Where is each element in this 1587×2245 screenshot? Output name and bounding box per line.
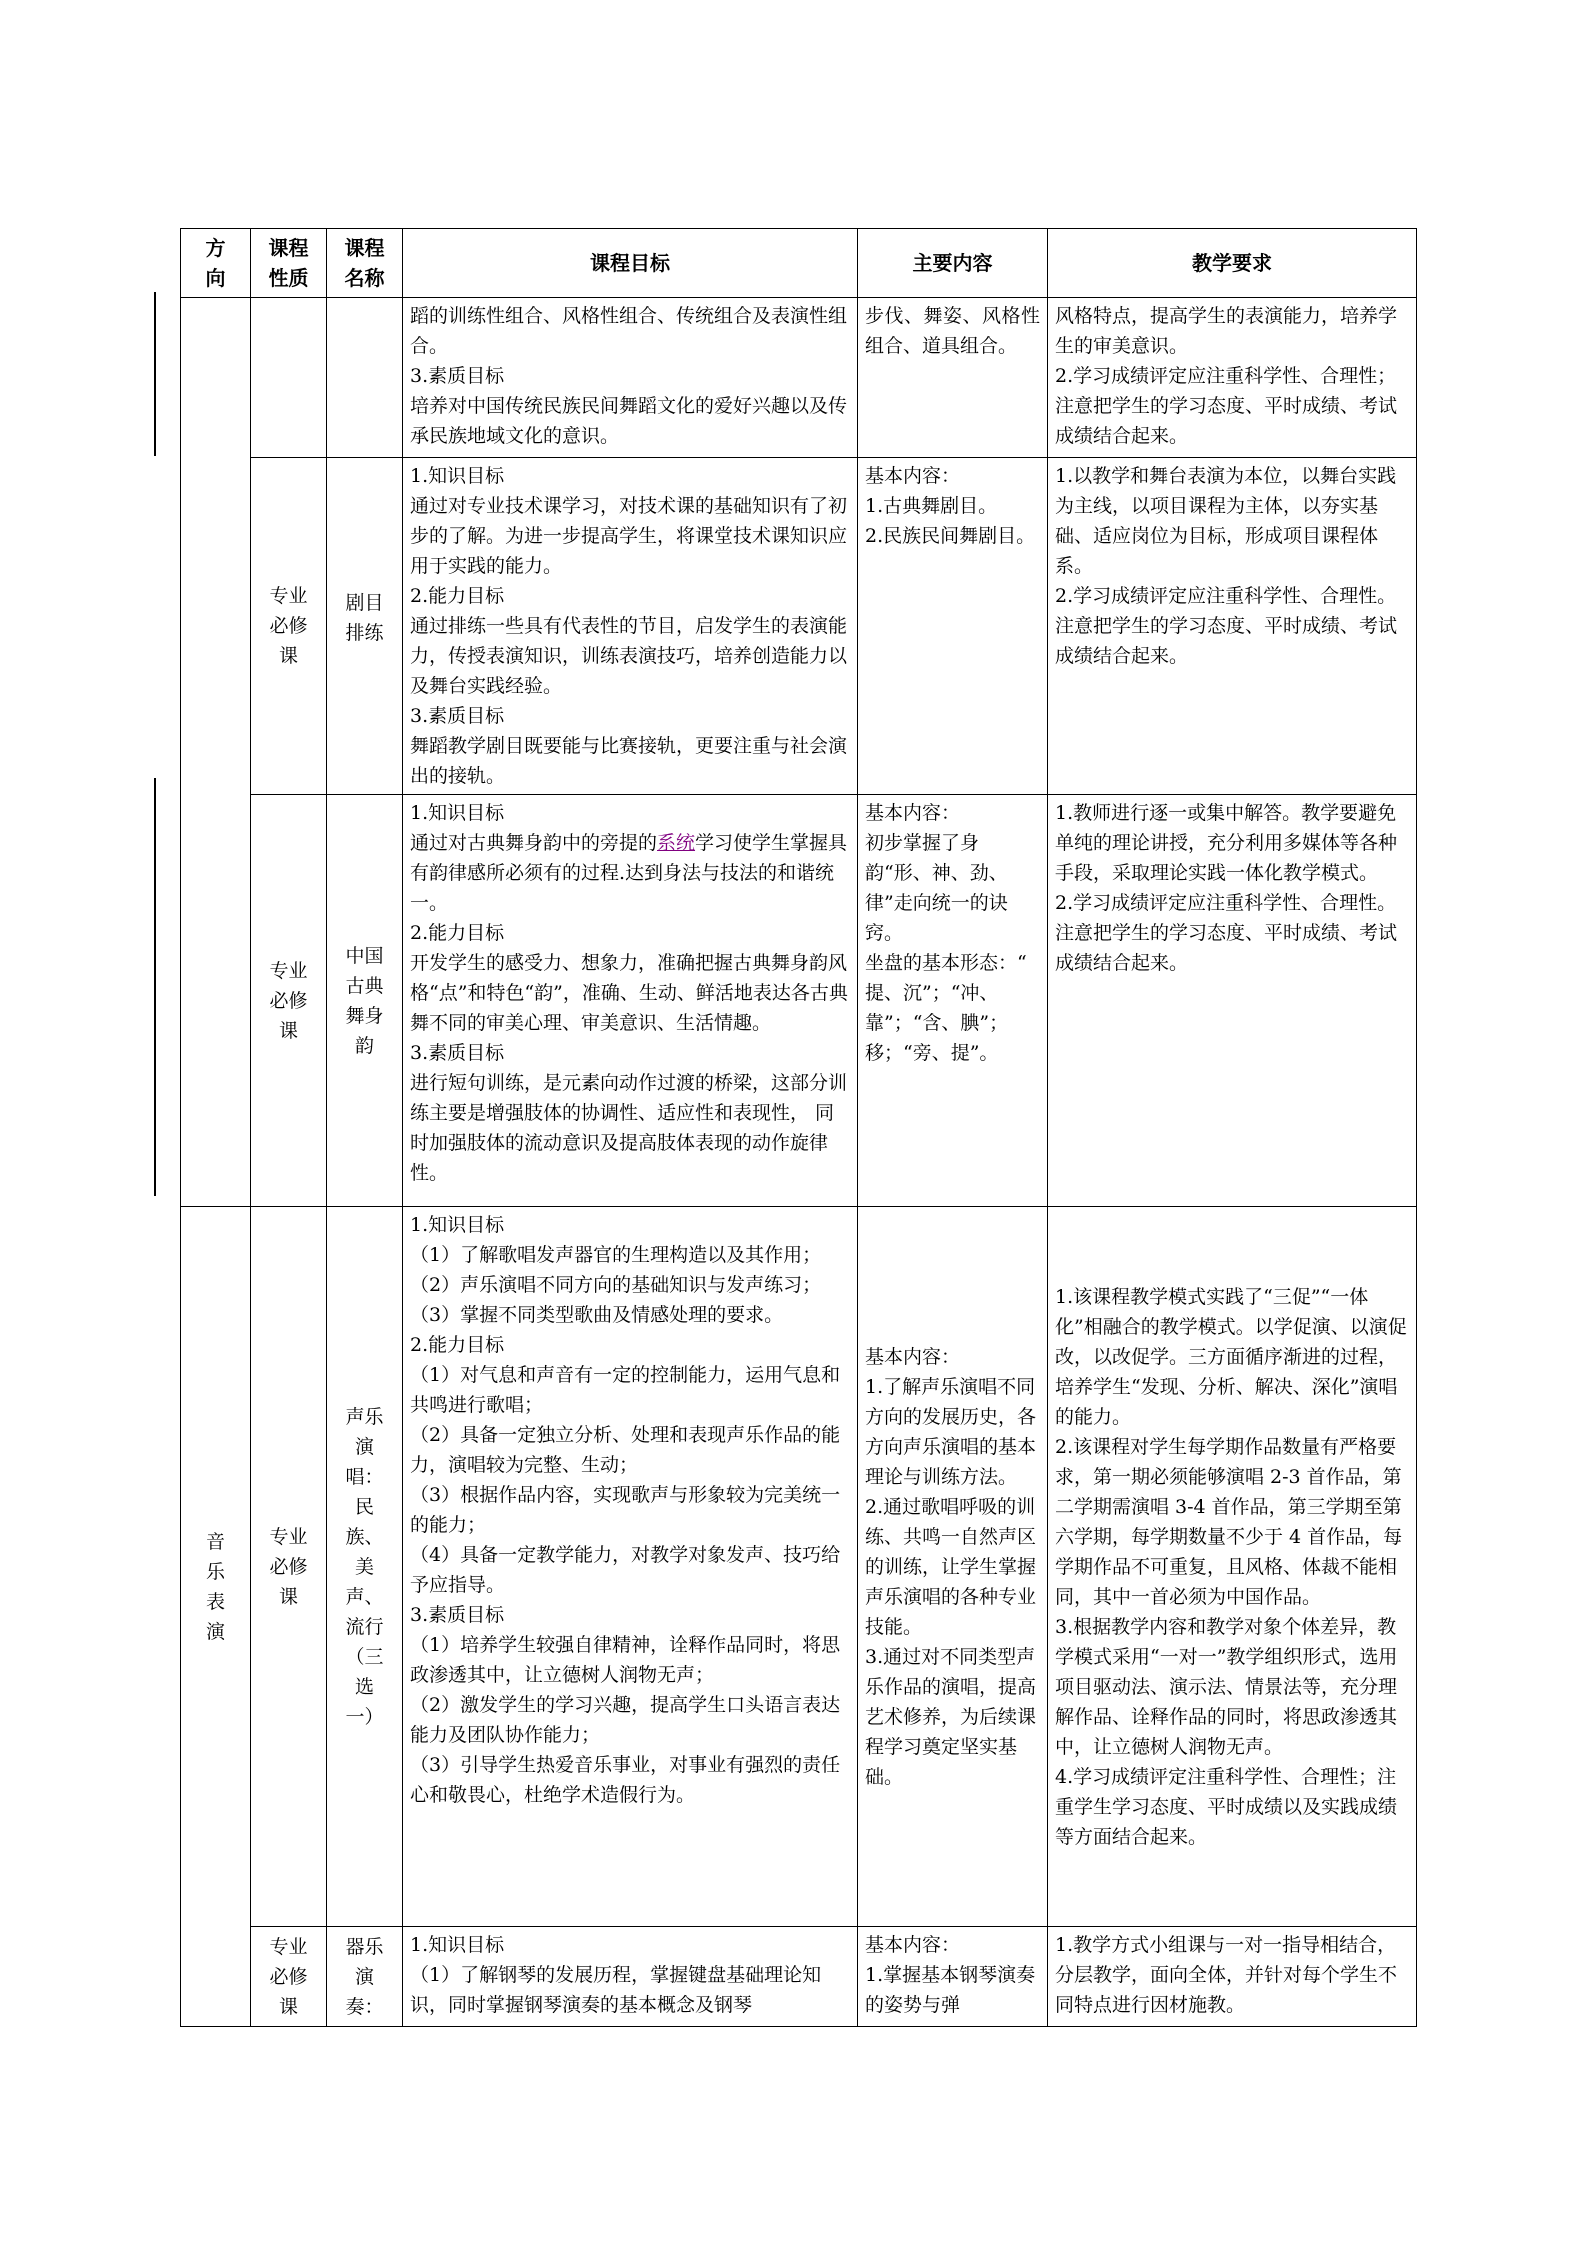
- course-type-cell: 专业 必修 课: [251, 795, 327, 1207]
- course-type-cell: 专业 必修 课: [251, 1207, 327, 1927]
- header-main-content: 主要内容: [858, 229, 1048, 298]
- course-goals-cell: 蹈的训练性组合、风格性组合、传统组合及表演性组合。 3.素质目标 培养对中国传统民族民间舞蹈文化的爱好兴趣以及传承民族地域文化的意识。: [403, 298, 858, 458]
- course-name-cell: 声乐 演 唱： 民 族、 美 声、 流行 （三 选 一）: [327, 1207, 403, 1927]
- direction-cell: 音 乐 表 演: [181, 1207, 251, 2027]
- course-goals-cell: 1.知识目标 通过对专业技术课学习，对技术课的基础知识有了初步的了解。为进一步提高学生，将课堂技术课知识应用于实践的能力。 2.能力目标 通过排练一些具有代表性的节目，启发学生的表演能力，传授表演知识，训练表演技巧，培养创造能力以及舞台实践经验。 3.素质目标 舞蹈教学剧目既要能与比赛接轨，更要注重与社会演出的接轨。: [403, 458, 858, 795]
- teaching-requirements-cell: 1.该课程教学模式实践了“三促”“一体化”相融合的教学模式。以学促演、以演促改，以改促学。三方面循序渐进的过程，培养学生“发现、分析、解决、深化”演唱的能力。 2.该课程对学生每学期作品数量有严格要求，第一期必须能够演唱 2-3 首作品，第二学期需演唱 3-4 首作品，第三学期至第六学期，每学期数量不少于 4 首作品，每学期作品不可重复，且风格、体裁不能相同，其中一首必须为中国作品。 3.根据教学内容和教学对象个体差异，教学模式采用“一对一”教学组织形式，选用项目驱动法、演示法、情景法等，充分理解作品、诠释作品的同时，将思政渗透其中，让立德树人润物无声。 4.学习成绩评定注重科学性、合理性；注重学生学习态度、平时成绩以及实践成绩等方面结合起来。: [1048, 1207, 1417, 1927]
- revision-bar-2: [154, 778, 156, 1196]
- main-content-cell: 基本内容： 1.古典舞剧目。 2.民族民间舞剧目。: [858, 458, 1048, 795]
- table-header-row: [181, 229, 1417, 298]
- system-link[interactable]: 系统: [657, 832, 696, 854]
- goals-text-pre: 1.知识目标 通过对古典舞身韵中的旁提的: [410, 802, 658, 854]
- goals-text-post: 学习使学生掌握具有韵律感所必须有的过程.达到身法与技法的和谐统一。 2.能力目标 开发学生的感受力、想象力，准确把握古典舞身韵风格“点”和特色“韵”，准确、生动、鲜活地表达各古典舞不同的审美心理、审美意识、生活情趣。 3.素质目标 进行短句训练，是元素向动作过渡的桥梁，这部分训练主要是增强肢体的协调性、适应性和表现性， 同时加强肢体的流动意识及提高肢体表现的动作旋律性。: [410, 832, 848, 1184]
- course-name-cell: 中国 古典 舞身 韵: [327, 795, 403, 1207]
- teaching-requirements-cell: 1.以教学和舞台表演为本位，以舞台实践为主线，以项目课程为主体，以夯实基础、适应岗位为目标，形成项目课程体系。 2.学习成绩评定应注重科学性、合理性。注意把学生的学习态度、平时成绩、考试成绩结合起来。: [1048, 458, 1417, 795]
- course-type-cell: 专业 必修 课: [251, 458, 327, 795]
- main-content-cell: 基本内容： 1.了解声乐演唱不同方向的发展历史，各方向声乐演唱的基本理论与训练方法。 2.通过歌唱呼吸的训练、共鸣一自然声区的训练，让学生掌握声乐演唱的各种专业技能。 3.通过对不同类型声乐作品的演唱，提高艺术修养，为后续课程学习奠定坚实基础。: [858, 1207, 1048, 1927]
- table-row: [181, 795, 1417, 1207]
- main-content-cell: 步伐、舞姿、风格性组合、道具组合。: [858, 298, 1048, 458]
- course-goals-cell: [403, 795, 858, 1207]
- revision-bar-1: [154, 292, 156, 456]
- course-name-cell: [327, 298, 403, 458]
- header-course-name: 课程 名称: [327, 229, 403, 298]
- main-content-cell: 基本内容： 初步掌握了身韵“形、神、劲、律”走向统一的诀窍。 坐盘的基本形态：“ 提、沉”；“冲、靠”；“含、腆”；移；“旁、提”。: [858, 795, 1048, 1207]
- header-course-goals: 课程目标: [403, 229, 858, 298]
- main-content-cell: 基本内容： 1.掌握基本钢琴演奏的姿势与弹: [858, 1927, 1048, 2027]
- direction-cell-blank: [181, 298, 251, 1207]
- course-type-cell: 专业 必修 课: [251, 1927, 327, 2027]
- table-row: [181, 458, 1417, 795]
- teaching-requirements-cell: 1.教师进行逐一或集中解答。教学要避免单纯的理论讲授，充分利用多媒体等各种手段，采取理论实践一体化教学模式。 2.学习成绩评定应注重科学性、合理性。注意把学生的学习态度、平时成绩、考试成绩结合起来。: [1048, 795, 1417, 1207]
- table-row: [181, 1927, 1417, 2027]
- course-goals-cell: 1.知识目标 （1）了解钢琴的发展历程，掌握键盘基础理论知识，同时掌握钢琴演奏的基本概念及钢琴: [403, 1927, 858, 2027]
- course-name-cell: 器乐 演 奏：: [327, 1927, 403, 2027]
- header-course-type: 课程 性质: [251, 229, 327, 298]
- header-teaching-requirements: 教学要求: [1048, 229, 1417, 298]
- curriculum-table: [180, 228, 1417, 2027]
- teaching-requirements-cell: 风格特点，提高学生的表演能力，培养学生的审美意识。 2.学习成绩评定应注重科学性、合理性；注意把学生的学习态度、平时成绩、考试成绩结合起来。: [1048, 298, 1417, 458]
- table-row: [181, 1207, 1417, 1927]
- course-type-cell: [251, 298, 327, 458]
- course-name-cell: 剧目 排练: [327, 458, 403, 795]
- header-direction: 方 向: [181, 229, 251, 298]
- table-row: [181, 298, 1417, 458]
- course-goals-cell: 1.知识目标 （1）了解歌唱发声器官的生理构造以及其作用； （2）声乐演唱不同方向的基础知识与发声练习； （3）掌握不同类型歌曲及情感处理的要求。 2.能力目标 （1）对气息和声音有一定的控制能力，运用气息和共鸣进行歌唱； （2）具备一定独立分析、处理和表现声乐作品的能力，演唱较为完整、生动； （3）根据作品内容，实现歌声与形象较为完美统一的能力； （4）具备一定教学能力，对教学对象发声、技巧给予应指导。 3.素质目标 （1）培养学生较强自律精神，诠释作品同时，将思政渗透其中，让立德树人润物无声； （2）激发学生的学习兴趣，提高学生口头语言表达能力及团队协作能力； （3）引导学生热爱音乐事业，对事业有强烈的责任心和敬畏心，杜绝学术造假行为。: [403, 1207, 858, 1927]
- teaching-requirements-cell: 1.教学方式小组课与一对一指导相结合，分层教学，面向全体，并针对每个学生不同特点进行因材施教。: [1048, 1927, 1417, 2027]
